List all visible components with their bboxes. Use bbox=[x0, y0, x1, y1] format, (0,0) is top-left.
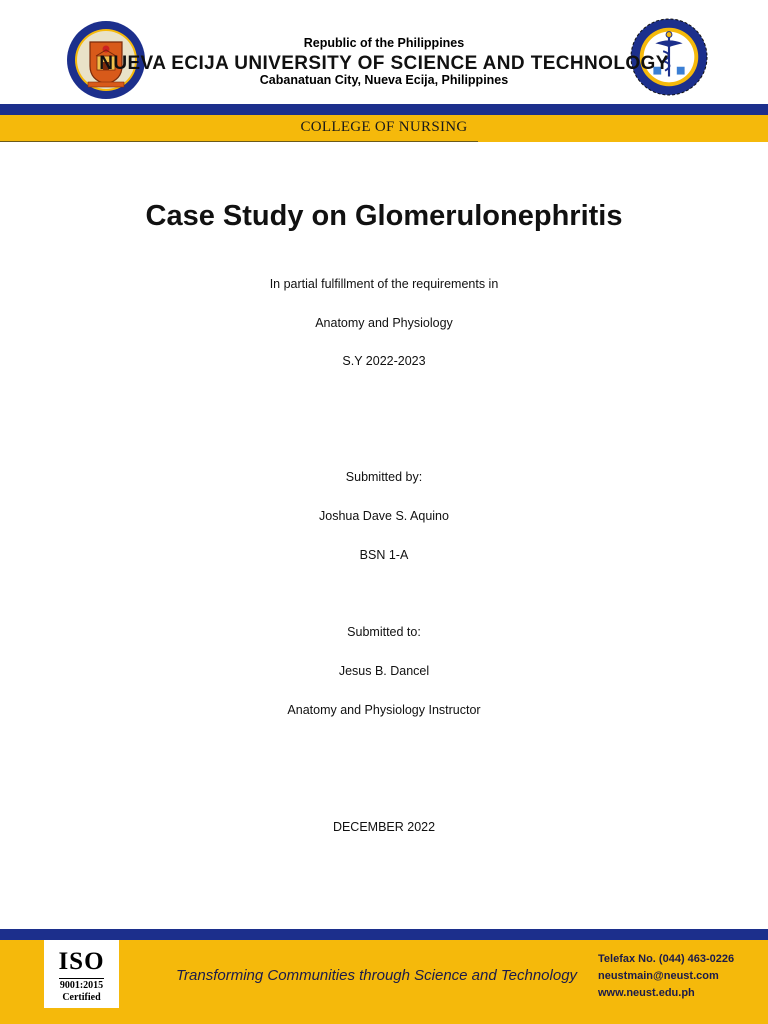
iso-number: 9001:2015 bbox=[59, 980, 104, 991]
college-label: COLLEGE OF NURSING bbox=[300, 119, 468, 135]
student-name: Joshua Dave S. Aquino bbox=[319, 509, 449, 523]
website-contact: www.neust.edu.ph bbox=[598, 987, 695, 999]
instructor-name: Jesus B. Dancel bbox=[338, 664, 430, 678]
submitted-by-label: Submitted by: bbox=[345, 470, 423, 484]
email-contact: neustmain@neust.com bbox=[598, 970, 719, 982]
telefax: Telefax No. (044) 463-0226 bbox=[598, 953, 735, 965]
header-blue-band bbox=[0, 104, 768, 115]
city-label: Cabanatuan City, Nueva Ecija, Philippines bbox=[259, 73, 509, 87]
slogan: Transforming Communities through Science and Technology bbox=[176, 967, 578, 984]
letterhead bbox=[0, 0, 768, 142]
university-name: NUEVA ECIJA UNIVERSITY OF SCIENCE AND TECHNOLOGY bbox=[99, 53, 669, 74]
fulfillment-line: In partial fulfillment of the requirements in bbox=[269, 277, 499, 291]
republic-label: Republic of the Philippines bbox=[303, 36, 465, 50]
iso-main-label: ISO bbox=[58, 948, 105, 975]
iso-badge bbox=[44, 940, 119, 1008]
subject-line: Anatomy and Physiology bbox=[315, 316, 453, 330]
section-label: BSN 1-A bbox=[359, 548, 409, 562]
submitted-to-label: Submitted to: bbox=[347, 625, 421, 639]
iso-certified: Certified bbox=[62, 992, 101, 1003]
footer-blue-band bbox=[0, 929, 768, 940]
school-year: S.Y 2022-2023 bbox=[342, 354, 426, 368]
date-label: DECEMBER 2022 bbox=[332, 820, 436, 834]
document-title: Case Study on Glomerulonephritis bbox=[145, 200, 623, 232]
header-divider bbox=[0, 141, 478, 142]
instructor-title: Anatomy and Physiology Instructor bbox=[287, 703, 481, 717]
